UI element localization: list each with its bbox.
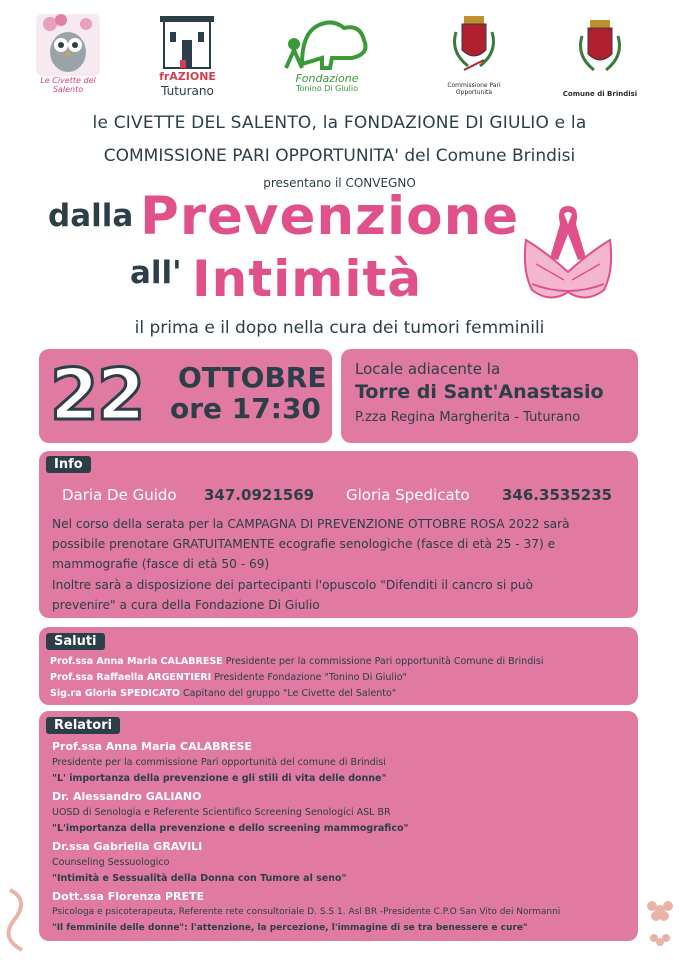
- saluti-role: Presidente Fondazione "Tonino Di Giulio": [214, 672, 407, 683]
- fondazione-label-b: Tonino Di Giulio: [296, 84, 358, 93]
- info-paragraph-1a: Nel corso della serata per la CAMPAGNA DI PREVENZIONE OTTOBRE ROSA 2022 sarà: [52, 517, 570, 531]
- saluti-item: [50, 688, 396, 699]
- logo-frazione: [150, 12, 225, 102]
- relatore-talk: "L'importanza della prevenzione e dello screening mammografico": [52, 823, 409, 834]
- logo-brindisi-cpo: [434, 12, 514, 96]
- relatore-name: Dr. Alessandro GALIANO: [52, 790, 202, 803]
- info-paragraph-2a: Inoltre sarà a disposizione dei partecipanti l'opuscolo "Difenditi il cancro si può: [52, 578, 534, 592]
- owl-icon: [28, 12, 108, 82]
- event-month: OTTOBRE: [178, 361, 327, 394]
- saluti-name: Prof.ssa Anna Maria CALABRESE: [50, 656, 223, 667]
- relatore-role: Counseling Sessuologico: [52, 857, 170, 868]
- logo-fondazione: [272, 14, 382, 94]
- fondazione-label-a: Fondazione: [295, 72, 359, 85]
- relatori-tag: Relatori: [46, 717, 120, 734]
- relatore-name: Prof.ssa Anna Maria CALABRESE: [52, 740, 252, 753]
- contact-1-name: Daria De Guido: [62, 486, 177, 504]
- event-day: 22: [50, 354, 144, 436]
- location-name: Torre di Sant'Anastasio: [355, 381, 604, 403]
- tree-icon: [272, 14, 382, 72]
- relatore-name: Dott.ssa Florenza PRETE: [52, 890, 205, 903]
- relatore-role: Psicologa e psicoterapeuta, Referente rete consultoriale D. S.S 1. Asl BR -Presidente C.P.O San Vito dei Normanni: [52, 907, 561, 917]
- location-address: P.zza Regina Margherita - Tuturano: [355, 410, 581, 425]
- tower-icon: [150, 12, 225, 70]
- header-line-3: presentano il CONVEGNO: [263, 176, 416, 190]
- title-intimita: Intimità: [192, 250, 423, 308]
- brindisi-cpo-label: Commissione Pari Opportunità: [447, 82, 501, 96]
- info-paragraph-1c: mammografie (fasce di età 50 - 69): [52, 557, 270, 571]
- title-dalla: dalla: [48, 198, 134, 234]
- contact-1-phone[interactable]: 347.0921569: [204, 486, 315, 504]
- saluti-name: Prof.ssa Raffaella ARGENTIERI: [50, 672, 212, 683]
- brindisi-city-label: Comune di Brindisi: [562, 90, 638, 98]
- relatore-role: Presidente per la commissione Pari opportunità del comune di Brindisi: [52, 757, 386, 768]
- relatore-name: Dr.ssa Gabriella GRAVILI: [52, 840, 203, 853]
- relatore-talk: "Il femminile delle donne": l'attenzione, la percezione, l'immagine di se tra benessere e cure": [52, 923, 528, 933]
- info-tag: Info: [46, 456, 91, 473]
- saluti-tag: Saluti: [46, 633, 105, 650]
- frazione-label-a: frAZIONE: [159, 70, 216, 83]
- location-intro: Locale adiacente la: [355, 360, 501, 378]
- info-paragraph-1b: possibile prenotare GRATUITAMENTE ecografie senologiche (fasce di età 25 - 37) e: [52, 537, 556, 551]
- saluti-name: Sig.ra Gloria SPEDICATO: [50, 688, 181, 699]
- flower-decoration-icon: [640, 890, 679, 960]
- title-subtitle: il prima e il dopo nella cura dei tumori femminili: [134, 318, 545, 338]
- title-prevenzione: Prevenzione: [140, 186, 520, 247]
- relatore-talk: "Intimità e Sessualità della Donna con Tumore al seno": [52, 873, 347, 884]
- coat-of-arms-icon: [434, 12, 514, 78]
- event-time: ore 17:30: [170, 392, 321, 425]
- relatore-talk: "L' importanza della prevenzione e gli stili di vita delle donne": [52, 773, 387, 784]
- coat-of-arms-icon: [560, 18, 640, 80]
- saluti-item: [50, 672, 407, 683]
- relatore-role: UOSD di Senologia e Referente Scientifico Screening Senologici ASL BR: [52, 807, 391, 818]
- logo-brindisi-city: [560, 18, 640, 98]
- saluti-role: Capitano del gruppo "Le Civette del Salento": [183, 688, 397, 699]
- pink-ribbon-bra-icon: [520, 200, 616, 315]
- swirl-decoration-icon: [0, 880, 40, 960]
- header-line-1: le CIVETTE DEL SALENTO, la FONDAZIONE DI GIULIO e la: [92, 113, 587, 133]
- saluti-item: [50, 656, 543, 667]
- logo-civette: [28, 12, 108, 94]
- contact-2-phone[interactable]: 346.3535235: [502, 486, 613, 504]
- header-line-2: COMMISSIONE PARI OPPORTUNITA' del Comune Brindisi: [103, 146, 576, 166]
- civette-logo-label: Le Civette del Salento: [40, 76, 96, 94]
- title-all: all': [130, 255, 182, 291]
- saluti-role: Presidente per la commissione Pari opportunità Comune di Brindisi: [225, 656, 544, 667]
- frazione-label-b: Tuturano: [161, 84, 214, 98]
- contact-2-name: Gloria Spedicato: [346, 486, 470, 504]
- info-paragraph-2b: prevenire" a cura della Fondazione Di Giulio: [52, 598, 320, 612]
